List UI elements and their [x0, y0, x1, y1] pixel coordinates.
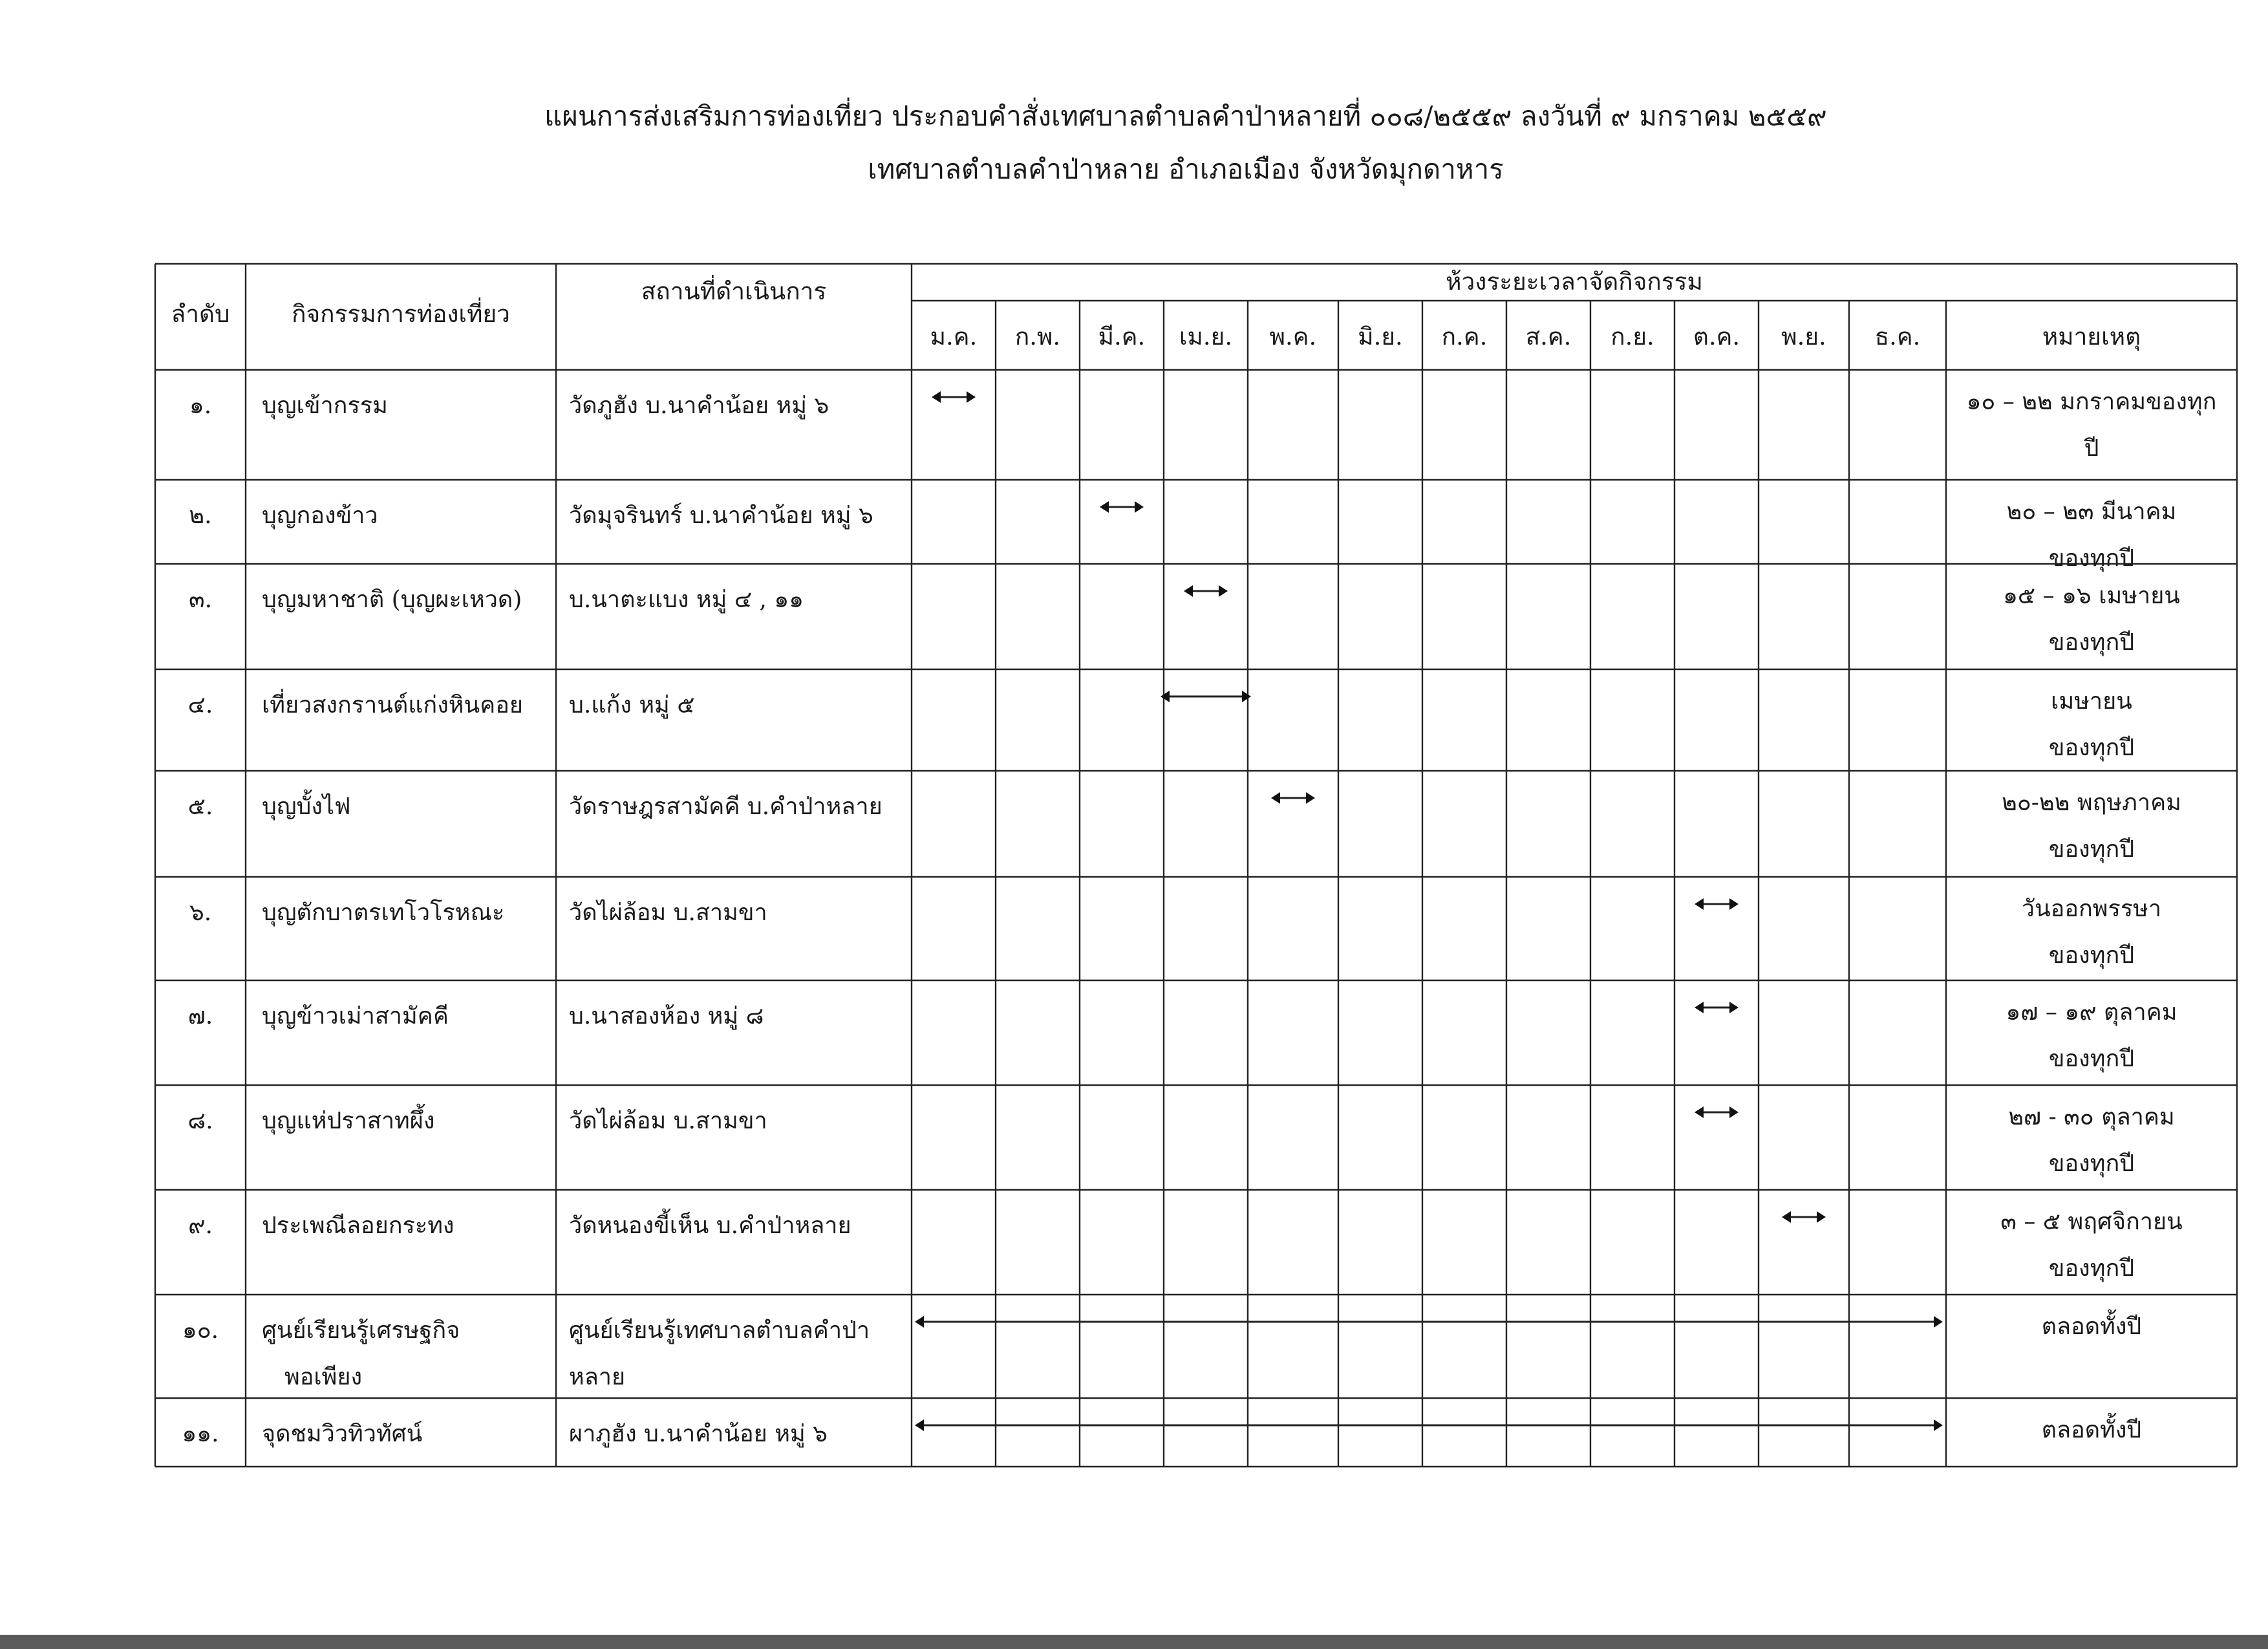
arrow-right-icon [1306, 792, 1315, 804]
arrow-right-icon [1729, 898, 1738, 910]
activity-name: จุดชมวิวทิวทัศน์ [262, 1421, 423, 1447]
activity-name: บุญบั้งไฟ [262, 793, 351, 820]
place-name: ผาภูฮัง บ.นาคำน้อย หมู่ ๖ [569, 1421, 828, 1447]
activity-name: เที่ยวสงกรานต์แก่งหินคอย [262, 692, 523, 718]
row-number: ๖. [189, 900, 212, 926]
row-number: ๑๐. [182, 1317, 219, 1344]
remark-text: เมษายน [2051, 688, 2132, 715]
activity-header: กิจกรรมการท่องเที่ยว [292, 300, 510, 328]
remark-text: ๒๐-๒๒ พฤษภาคม [2002, 790, 2181, 816]
arrow-left-icon [1100, 501, 1109, 513]
arrow-right-icon [1729, 1002, 1738, 1013]
remark-text-cont: ของทุกปี [2048, 545, 2135, 572]
month-header: เม.ย. [1179, 323, 1233, 350]
month-header: ส.ค. [1525, 323, 1572, 350]
activity-name: บุญแห่ปราสาทผึ้ง [262, 1108, 435, 1134]
arrow-left-icon [1161, 691, 1170, 702]
row-number: ๗. [187, 1003, 213, 1029]
remark-text: วันออกพรรษา [2021, 896, 2162, 922]
row-number: ๘. [187, 1108, 213, 1134]
document-subtitle: เทศบาลตำบลคำป่าหลาย อำเภอเมือง จังหวัดมุกดาหาร [868, 153, 1504, 185]
row-number: ๙. [188, 1212, 213, 1239]
place-name: วัดภูฮัง บ.นาคำน้อย หมู่ ๖ [569, 393, 829, 419]
activity-name: ประเพณีลอยกระทง [262, 1212, 455, 1239]
place-name-cont: หลาย [569, 1364, 626, 1390]
remark-text: ๓ – ๕ พฤศจิกายน [2000, 1209, 2183, 1235]
arrow-right-icon [1729, 1106, 1738, 1118]
month-header: ก.ย. [1610, 323, 1654, 350]
activity-name: บุญเข้ากรรม [262, 393, 388, 419]
place-name: วัดมุจรินทร์ บ.นาคำน้อย หมู่ ๖ [569, 502, 873, 529]
remark-text: ๑๕ – ๑๖ เมษายน [2003, 583, 2180, 609]
arrow-left-icon [915, 1419, 924, 1431]
activity-name: บุญตักบาตรเทโวโรหณะ [262, 900, 505, 926]
remark-text-cont: ของทุกปี [2048, 942, 2135, 969]
remark-text-cont: ปี [2084, 435, 2099, 462]
activity-name: บุญมหาชาติ (บุญผะเหวด) [262, 587, 522, 613]
remark-text-cont: ของทุกปี [2048, 1255, 2135, 1282]
month-header: พ.ย. [1781, 323, 1826, 350]
month-header: ต.ค. [1693, 323, 1740, 350]
remark-text-cont: ของทุกปี [2048, 1046, 2135, 1072]
arrow-left-icon [1695, 898, 1704, 910]
period-header: ห้วงระยะเวลาจัดกิจกรรม [1446, 268, 1703, 296]
activity-name: ศูนย์เรียนรู้เศรษฐกิจ [262, 1317, 460, 1344]
month-header: พ.ค. [1269, 323, 1317, 350]
place-name: วัดไผ่ล้อม บ.สามขา [569, 900, 767, 926]
place-header: สถานที่ดำเนินการ [641, 277, 827, 305]
month-header: มี.ค. [1098, 323, 1146, 350]
remark-header: หมายเหตุ [2042, 323, 2141, 350]
place-name: บ.นาสองห้อง หมู่ ๘ [569, 1003, 764, 1029]
remark-text-cont: ของทุกปี [2048, 735, 2135, 761]
arrow-right-icon [1242, 691, 1251, 702]
remark-text: ๒๗ - ๓๐ ตุลาคม [2008, 1104, 2175, 1130]
arrow-left-icon [1695, 1106, 1704, 1118]
arrow-left-icon [1184, 585, 1193, 597]
place-name: วัดหนองขี้เห็น บ.คำป่าหลาย [569, 1212, 851, 1239]
place-name: วัดราษฎรสามัคคี บ.คำป่าหลาย [569, 793, 883, 820]
row-number: ๔. [187, 692, 213, 718]
remark-text-cont: ของทุกปี [2048, 1150, 2135, 1177]
row-number: ๓. [188, 587, 213, 613]
month-header: ธ.ค. [1874, 323, 1921, 350]
arrow-right-icon [1219, 585, 1228, 597]
month-header: ม.ค. [930, 323, 978, 350]
place-name: บ.แก้ง หมู่ ๕ [569, 692, 695, 718]
remark-text-cont: ของทุกปี [2048, 836, 2135, 863]
arrow-right-icon [1934, 1419, 1943, 1431]
row-number: ๑. [189, 393, 212, 419]
month-header: มิ.ย. [1358, 323, 1403, 350]
activity-name-cont: พอเพียง [284, 1364, 363, 1390]
arrow-right-icon [1135, 501, 1144, 513]
place-name: ศูนย์เรียนรู้เทศบาลตำบลคำป่า [569, 1317, 870, 1344]
row-number: ๕. [187, 793, 213, 820]
month-header: ก.พ. [1014, 323, 1061, 350]
arrow-left-icon [1782, 1211, 1791, 1223]
remark-text: ๑๗ – ๑๙ ตุลาคม [2006, 999, 2177, 1026]
order-header: ลำดับ [171, 300, 230, 328]
activity-name: บุญข้าวเม่าสามัคคี [262, 1003, 449, 1029]
document-title: แผนการส่งเสริมการท่องเที่ยว ประกอบคำสั่งเทศบาลตำบลคำป่าหลายที่ ๐๐๘/๒๕๕๙ ลงวันที่ ๙ มกราคม ๒๕๕๙ [544, 100, 1827, 132]
remark-text: ๒๐ – ๒๓ มีนาคม [2006, 499, 2177, 525]
row-number: ๑๑. [182, 1421, 219, 1447]
arrow-right-icon [1934, 1316, 1943, 1328]
place-name: บ.นาตะแบง หมู่ ๔ , ๑๑ [569, 587, 804, 613]
arrow-right-icon [1817, 1211, 1826, 1223]
remark-text-cont: ของทุกปี [2048, 629, 2135, 656]
activity-name: บุญกองข้าว [262, 502, 378, 529]
arrow-left-icon [1271, 792, 1280, 804]
remark-text: ตลอดทั้งปี [2041, 1313, 2142, 1340]
remark-text: ตลอดทั้งปี [2041, 1417, 2142, 1443]
row-number: ๒. [189, 502, 212, 529]
place-name: วัดไผ่ล้อม บ.สามขา [569, 1108, 767, 1134]
arrow-left-icon [915, 1316, 924, 1328]
remark-text: ๑๐ – ๒๒ มกราคมของทุก [1966, 389, 2217, 415]
scan-edge [0, 1635, 2268, 1649]
month-header: ก.ค. [1441, 323, 1488, 350]
arrow-left-icon [932, 391, 941, 403]
arrow-left-icon [1695, 1002, 1704, 1013]
arrow-right-icon [967, 391, 976, 403]
